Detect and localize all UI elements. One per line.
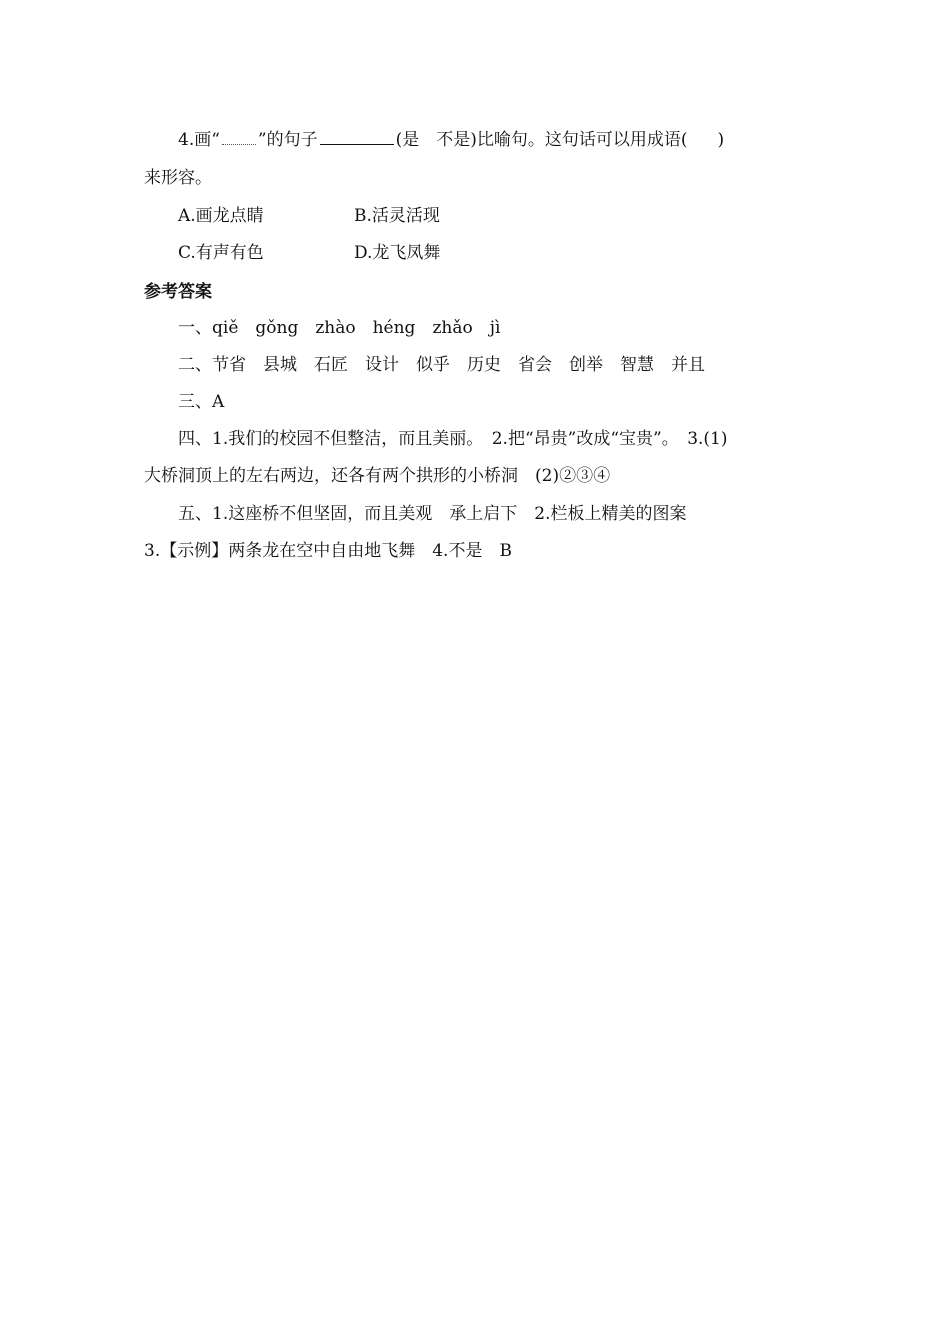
option-d: D.龙飞凤舞: [354, 243, 441, 263]
question-4-line-2: 来形容。: [144, 168, 212, 188]
answer-section-5-line-1: 五、1.这座桥不但坚固，而且美观 承上启下 2.栏板上精美的图案: [178, 504, 687, 524]
question-4-mid: ”的句子: [257, 130, 318, 150]
question-4-choice: (是 不是)比喻句。这句话可以用成语(: [395, 130, 688, 150]
answer-section-4-line-2: 大桥洞顶上的左右两边，还各有两个拱形的小桥洞 (2)②③④: [144, 466, 611, 486]
answers-heading: 参考答案: [144, 282, 212, 302]
wavy-underline-marker: [222, 132, 256, 145]
answer-blank: [320, 130, 394, 145]
answer-section-2: 二、节省 县城 石匠 设计 似乎 历史 省会 创举 智慧 并且: [178, 355, 705, 375]
question-4-prefix: 4.画“: [178, 130, 220, 150]
answer-section-4-line-1: 四、1.我们的校园不但整洁，而且美丽。 2.把“昂贵”改成“宝贵”。 3.(1): [178, 429, 728, 449]
answer-section-3: 三、A: [178, 392, 225, 412]
option-a: A.画龙点睛: [178, 206, 264, 226]
option-b: B.活灵活现: [354, 206, 440, 226]
answer-section-1: 一、qiě gǒng zhào héng zhǎo jì: [178, 318, 501, 338]
option-c: C.有声有色: [178, 243, 264, 263]
question-4-close: ): [717, 130, 725, 150]
answer-section-5-line-2: 3.【示例】两条龙在空中自由地飞舞 4.不是 B: [144, 541, 512, 561]
question-4-line-1: [178, 128, 724, 152]
